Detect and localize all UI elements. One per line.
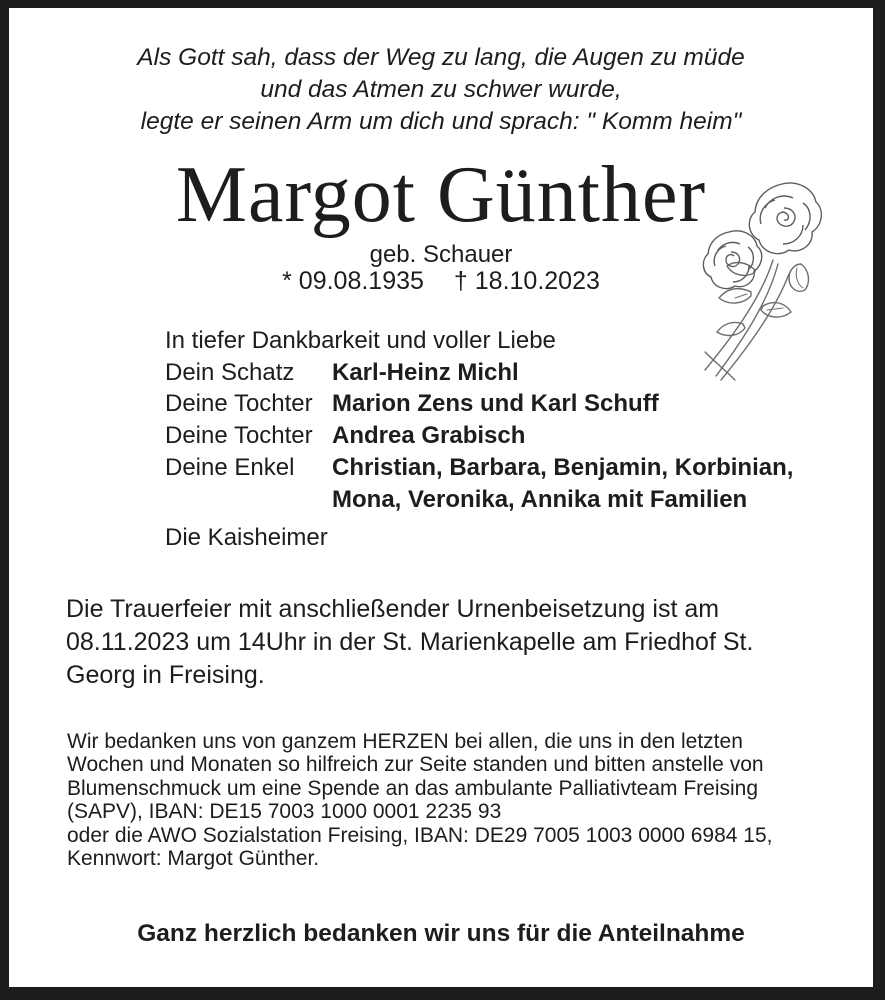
funeral-line: 08.11.2023 um 14Uhr in der St. Marienkapelle am Friedhof St. xyxy=(66,628,754,656)
mourners-intro: In tiefer Dankbarkeit und voller Liebe xyxy=(165,327,556,354)
donation-line: Blumenschmuck um eine Spende an das ambulante Palliativteam Freising xyxy=(67,776,759,800)
funeral-line: Die Trauerfeier mit anschließender Urnenbeisetzung ist am xyxy=(66,595,720,623)
funeral-info xyxy=(66,593,753,692)
mourner-row xyxy=(165,452,793,484)
mourner-relation-empty xyxy=(165,484,332,516)
opening-quote xyxy=(9,42,873,138)
deceased-name: Margot Günther xyxy=(175,151,707,239)
quote-line: legte er seinen Arm um dich und sprach: " Komm heim" xyxy=(140,108,742,135)
mourner-row-continuation xyxy=(165,484,793,516)
mourner-relation: Deine Tochter xyxy=(165,422,313,450)
donation-info xyxy=(67,730,773,870)
death-date: † 18.10.2023 xyxy=(453,267,600,295)
mourner-row xyxy=(165,357,793,389)
mourner-names: Mona, Veronika, Annika mit Familien xyxy=(332,485,748,513)
mourners-closing: Die Kaisheimer xyxy=(165,524,328,552)
donation-line: Wir bedanken uns von ganzem HERZEN bei allen, die uns in den letzten xyxy=(67,730,743,753)
donation-line: oder die AWO Sozialstation Freising, IBAN: DE29 7005 1003 0000 6984 15, xyxy=(67,823,773,847)
mourner-relation: Dein Schatz xyxy=(165,358,295,386)
quote-line: und das Atmen zu schwer wurde, xyxy=(260,76,622,103)
mourner-names: Karl-Heinz Michl xyxy=(332,358,519,386)
closing-thanks: Ganz herzlich bedanken wir uns für die Anteilnahme xyxy=(137,920,745,947)
mourner-relation: Deine Tochter xyxy=(165,390,313,418)
mourner-names: Andrea Grabisch xyxy=(332,422,526,450)
mourner-names: Marion Zens und Karl Schuff xyxy=(332,390,659,418)
donation-line: Kennwort: Margot Günther. xyxy=(67,847,320,871)
birth-date: * 09.08.1935 xyxy=(282,267,424,295)
quote-line: Als Gott sah, dass der Weg zu lang, die Augen zu müde xyxy=(137,44,745,71)
mourner-row xyxy=(165,388,793,420)
funeral-line: Georg in Freising. xyxy=(66,661,265,689)
donation-line: (SAPV), IBAN: DE15 7003 1000 0001 2235 93 xyxy=(67,800,502,824)
mourners-section xyxy=(165,325,793,554)
mourner-names: Christian, Barbara, Benjamin, Korbinian, xyxy=(332,453,794,481)
maiden-name: geb. Schauer xyxy=(369,241,513,268)
mourner-relation: Deine Enkel xyxy=(165,453,295,481)
donation-line: Wochen und Monaten so hilfreich zur Seite standen und bitten anstelle von xyxy=(67,753,764,777)
mourner-row xyxy=(165,420,793,452)
